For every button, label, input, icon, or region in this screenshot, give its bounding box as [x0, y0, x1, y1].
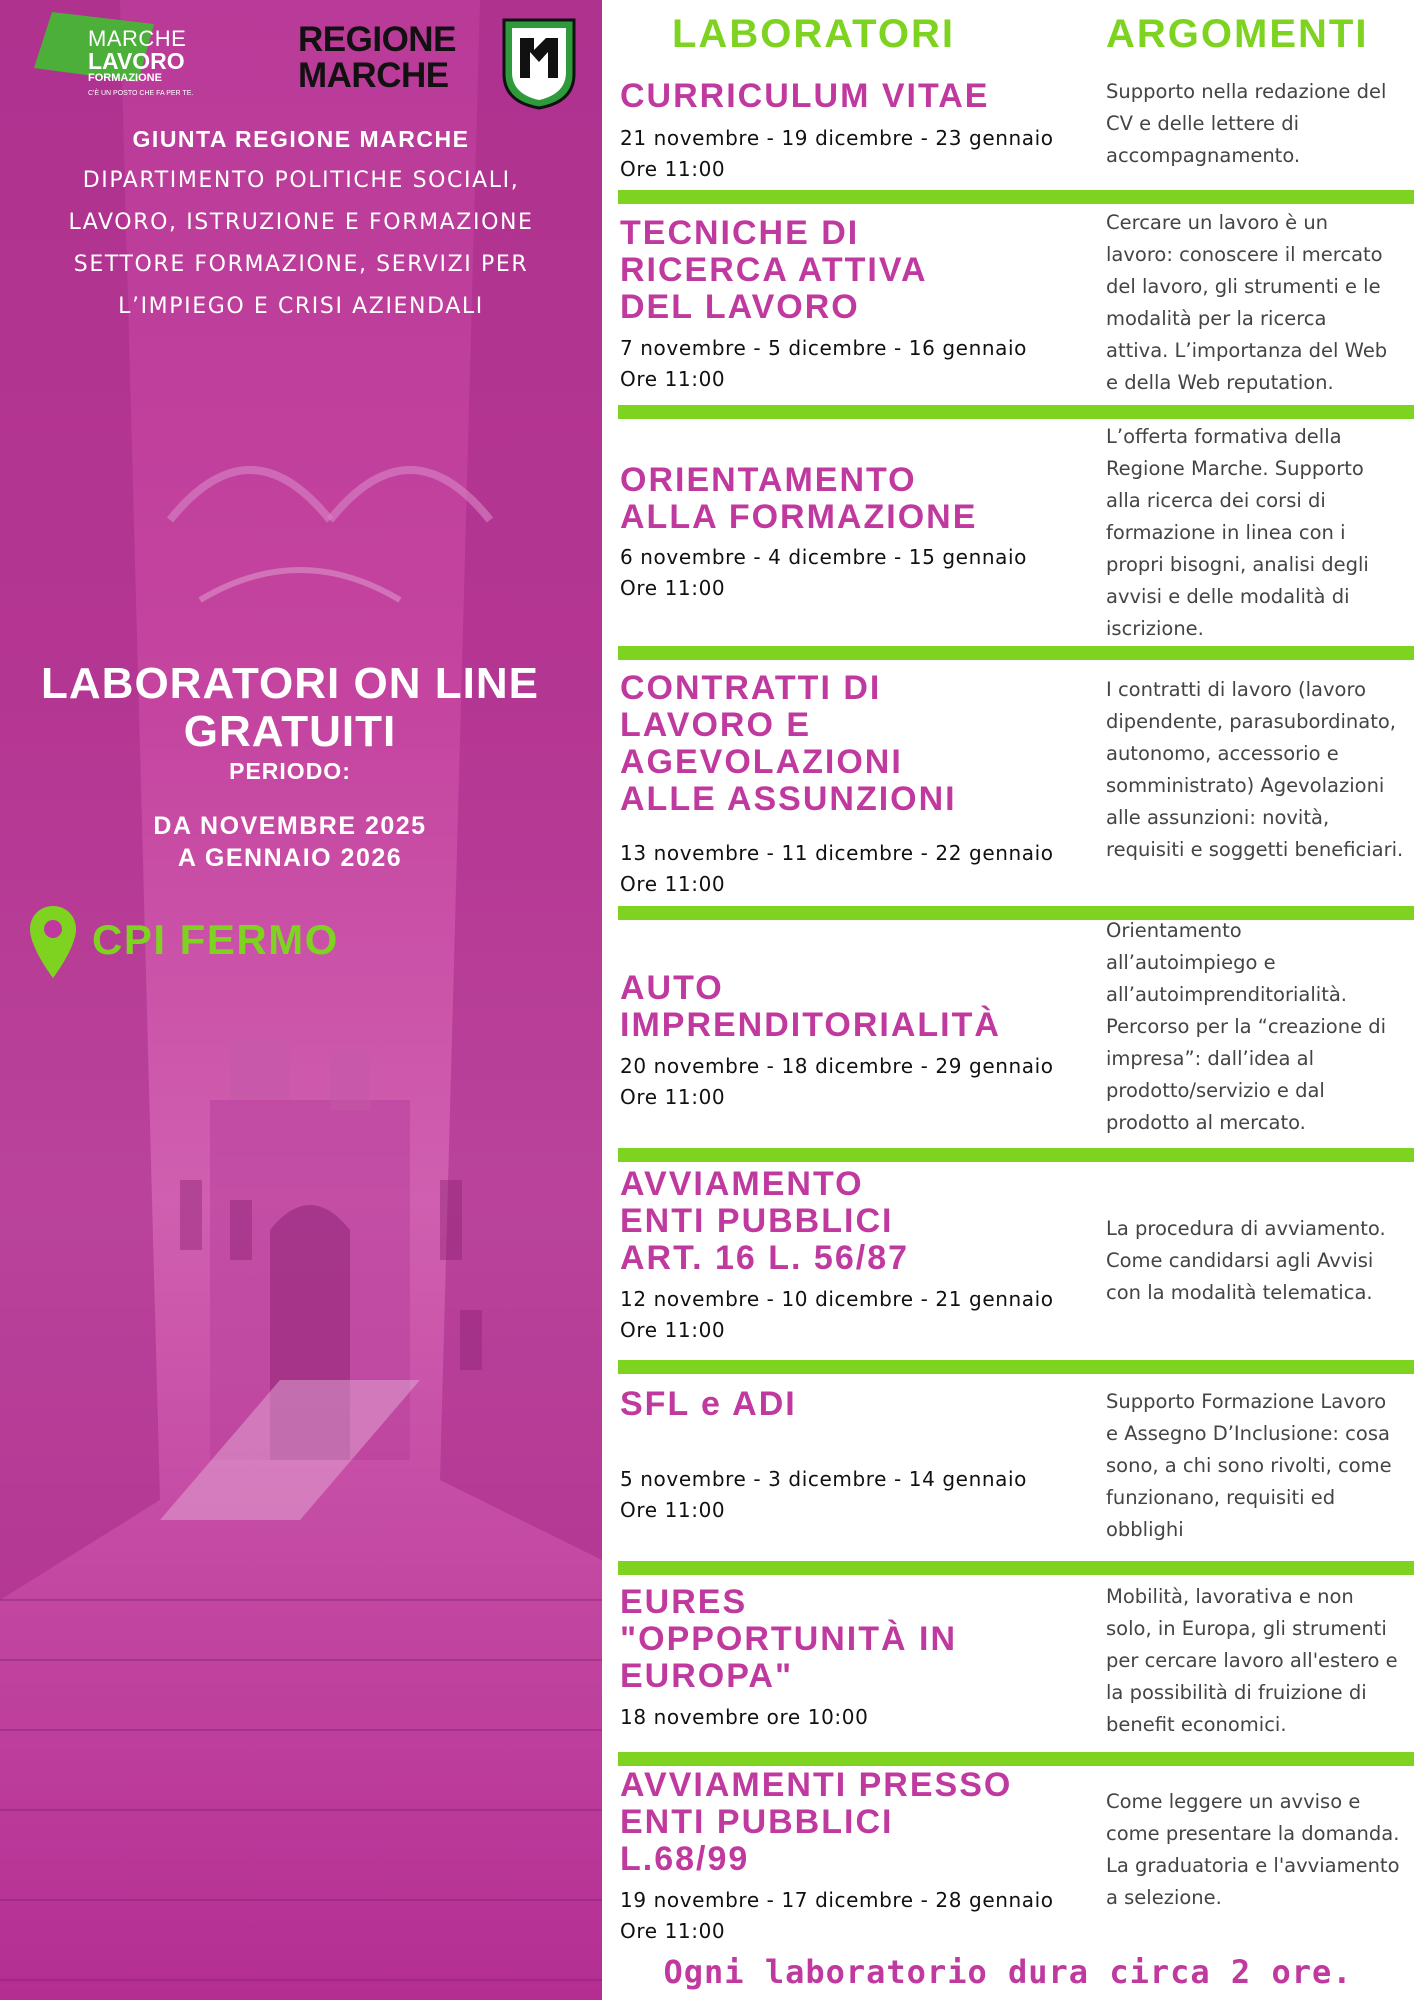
desc-line: del lavoro, gli strumenti e le [1106, 275, 1381, 298]
lab-title-line: "OPPORTUNITÀ IN [620, 1620, 958, 1658]
desc-line: autonomo, accessorio e [1106, 742, 1339, 765]
lab-time-line: Ore 11:00 [620, 1498, 726, 1522]
promo-line1: LABORATORI ON LINE [41, 659, 539, 708]
lab-title-line: TECNICHE DI [620, 214, 860, 252]
lab-title-line: CURRICULUM VITAE [620, 77, 990, 115]
lab-title [620, 215, 928, 326]
desc-line: Supporto Formazione Lavoro [1106, 1390, 1387, 1413]
desc-line: propri bisogni, analisi degli [1106, 553, 1369, 576]
lab-dates [620, 123, 1054, 185]
left-panel [0, 0, 602, 2000]
row-divider [618, 1752, 1414, 1766]
lab-description [1106, 1786, 1406, 1914]
location-block [30, 900, 430, 980]
lab-time-line: Ore 11:00 [620, 157, 726, 181]
lab-time-line: Ore 11:00 [620, 872, 726, 896]
promo-block [0, 660, 580, 874]
dept-line4: SETTORE FORMAZIONE, SERVIZI PER [73, 252, 529, 277]
lab-dates-line: 19 novembre - 17 dicembre - 28 gennaio [620, 1888, 1054, 1912]
lab-time-line: Ore 11:00 [620, 1919, 726, 1943]
lab-title-line: RICERCA ATTIVA [620, 251, 928, 289]
desc-line: avvisi e delle modalità di [1106, 585, 1350, 608]
lab-dates [620, 838, 1054, 900]
desc-line: prodotto/servizio e dal [1106, 1079, 1325, 1102]
desc-line: Supporto nella redazione del [1106, 80, 1387, 103]
lab-title [620, 670, 957, 818]
header-labs: LABORATORI [672, 12, 955, 56]
lab-title-line: ART. 16 L. 56/87 [620, 1239, 910, 1277]
department-heading [20, 118, 582, 328]
dept-line1: GIUNTA REGIONE MARCHE [132, 126, 470, 152]
desc-line: e Assegno D’Inclusione: cosa [1106, 1422, 1390, 1445]
lab-dates [620, 1702, 868, 1733]
lab-dates [620, 542, 1027, 604]
desc-line: la possibilità di fruizione di [1106, 1681, 1367, 1704]
desc-line: Mobilità, lavorativa e non [1106, 1585, 1354, 1608]
lab-dates-line: 20 novembre - 18 dicembre - 29 gennaio [620, 1054, 1054, 1078]
lab-description [1106, 1386, 1406, 1546]
header-topics: ARGOMENTI [1106, 12, 1369, 56]
lab-title-line: EURES [620, 1583, 748, 1621]
lab-dates [620, 333, 1027, 395]
desc-line: formazione in linea con i [1106, 521, 1346, 544]
desc-line: funzionano, requisiti ed [1106, 1486, 1336, 1509]
rm-line1: REGIONE [298, 20, 456, 59]
desc-line: La procedura di avviamento. [1106, 1217, 1386, 1240]
lab-title-line: ENTI PUBBLICI [620, 1202, 894, 1240]
desc-line: alle assunzioni: novità, [1106, 806, 1330, 829]
lab-title-line: L.68/99 [620, 1840, 750, 1878]
lab-title-line: IMPRENDITORIALITÀ [620, 1006, 1001, 1044]
desc-line: Come candidarsi agli Avvisi [1106, 1249, 1374, 1272]
desc-line: solo, in Europa, gli strumenti [1106, 1617, 1387, 1640]
marche-lavoro-formazione-logo [30, 10, 200, 105]
desc-line: come presentare la domanda. [1106, 1822, 1400, 1845]
lab-title-line: SFL e ADI [620, 1385, 797, 1423]
desc-line: all’autoimprenditorialità. [1106, 983, 1347, 1006]
desc-line: L’offerta formativa della [1106, 425, 1342, 448]
lab-title-line: AUTO [620, 969, 724, 1007]
lab-title [620, 1386, 797, 1423]
desc-line: Percorso per la “creazione di [1106, 1015, 1387, 1038]
lab-title-line: ALLA FORMAZIONE [620, 498, 978, 536]
desc-line: alla ricerca dei corsi di [1106, 489, 1326, 512]
lab-title [620, 1767, 1012, 1878]
desc-line: attiva. L’importanza del Web [1106, 339, 1388, 362]
mlf-line3: FORMAZIONE [88, 72, 162, 84]
lab-title [620, 462, 977, 536]
lab-dates-line: 6 novembre - 4 dicembre - 15 gennaio [620, 545, 1027, 569]
desc-line: Regione Marche. Supporto [1106, 457, 1364, 480]
lab-description [1106, 421, 1406, 645]
desc-line: Orientamento [1106, 919, 1242, 942]
row-divider [618, 405, 1414, 419]
desc-line: Come leggere un avviso e [1106, 1790, 1361, 1813]
promo-line2: GRATUITI [183, 707, 397, 756]
desc-line: dipendente, parasubordinato, [1106, 710, 1396, 733]
desc-line: all’autoimpiego e [1106, 951, 1276, 974]
lab-title [620, 78, 989, 115]
desc-line: benefit economici. [1106, 1713, 1287, 1736]
lab-description [1106, 1581, 1406, 1741]
desc-line: impresa”: dall’idea al [1106, 1047, 1315, 1070]
row-divider [618, 1561, 1414, 1575]
row-divider [618, 1148, 1414, 1162]
lab-title-line: LAVORO E [620, 706, 812, 744]
row-divider [618, 190, 1414, 204]
desc-line: La graduatoria e l'avviamento [1106, 1854, 1400, 1877]
desc-line: sono, a chi sono rivolti, come [1106, 1454, 1392, 1477]
dept-line5: L’IMPIEGO E CRISI AZIENDALI [118, 294, 484, 319]
promo-period-label: PERIODO: [229, 758, 351, 784]
mlf-line1: MARCHE [88, 26, 187, 51]
desc-line: con la modalità telematica. [1106, 1281, 1373, 1304]
lab-title-line: ENTI PUBBLICI [620, 1803, 894, 1841]
location-label: CPI FERMO [92, 916, 339, 963]
desc-line: iscrizione. [1106, 617, 1204, 640]
duration-note: Ogni laboratorio dura circa 2 ore. [663, 1953, 1353, 1991]
regione-marche-emblem-icon [500, 16, 578, 110]
lab-title [620, 1584, 957, 1695]
mlf-tagline: C'È UN POSTO CHE FA PER TE. [88, 90, 194, 97]
desc-line: somministrato) Agevolazioni [1106, 774, 1385, 797]
desc-line: accompagnamento. [1106, 144, 1301, 167]
regione-marche-logo [298, 14, 578, 114]
lab-title-line: DEL LAVORO [620, 288, 860, 326]
desc-line: e della Web reputation. [1106, 371, 1334, 394]
lab-title-line: ALLE ASSUNZIONI [620, 780, 957, 818]
lab-dates-line: 7 novembre - 5 dicembre - 16 gennaio [620, 336, 1027, 360]
lab-dates [620, 1051, 1054, 1113]
lab-dates-line: 18 novembre ore 10:00 [620, 1705, 869, 1729]
promo-period-to: A GENNAIO 2026 [177, 844, 403, 872]
lab-time-line: Ore 11:00 [620, 576, 726, 600]
desc-line: obblighi [1106, 1518, 1184, 1541]
lab-dates-line: 13 novembre - 11 dicembre - 22 gennaio [620, 841, 1054, 865]
logos-row [30, 10, 570, 110]
lab-title [620, 970, 1001, 1044]
lab-title-line: AVVIAMENTO [620, 1165, 864, 1203]
desc-line: CV e delle lettere di [1106, 112, 1300, 135]
desc-line: Cercare un lavoro è un [1106, 211, 1329, 234]
desc-line: modalità per la ricerca [1106, 307, 1327, 330]
lab-dates [620, 1885, 1054, 1947]
lab-dates-line: 5 novembre - 3 dicembre - 14 gennaio [620, 1467, 1027, 1491]
map-pin-icon [30, 906, 76, 978]
desc-line: lavoro: conoscere il mercato [1106, 243, 1383, 266]
row-divider [618, 646, 1414, 660]
lab-time-line: Ore 11:00 [620, 1318, 726, 1342]
lab-title [620, 1166, 909, 1277]
lab-title-line: AGEVOLAZIONI [620, 743, 903, 781]
lab-time-line: Ore 11:00 [620, 1085, 726, 1109]
lab-title-line: CONTRATTI DI [620, 669, 882, 707]
mlf-line2: LAVORO [88, 48, 185, 74]
lab-title-line: ORIENTAMENTO [620, 461, 917, 499]
row-divider [618, 1360, 1414, 1374]
desc-line: per cercare lavoro all'estero e [1106, 1649, 1398, 1672]
rm-line2: MARCHE [298, 56, 449, 95]
desc-line: requisiti e soggetti beneficiari. [1106, 838, 1404, 861]
lab-description [1106, 915, 1406, 1139]
lab-description [1106, 207, 1406, 399]
lab-dates-line: 12 novembre - 10 dicembre - 21 gennaio [620, 1287, 1054, 1311]
lab-dates [620, 1464, 1027, 1526]
desc-line: I contratti di lavoro (lavoro [1106, 678, 1366, 701]
lab-title-line: EUROPA" [620, 1657, 794, 1695]
lab-dates [620, 1284, 1054, 1346]
lab-description [1106, 1213, 1406, 1309]
lab-title-line: AVVIAMENTI PRESSO [620, 1766, 1013, 1804]
promo-period-from: DA NOVEMBRE 2025 [153, 812, 427, 840]
lab-time-line: Ore 11:00 [620, 367, 726, 391]
lab-description [1106, 76, 1406, 172]
lab-description [1106, 674, 1406, 866]
desc-line: a selezione. [1106, 1886, 1222, 1909]
right-panel [602, 0, 1414, 2000]
desc-line: prodotto al mercato. [1106, 1111, 1306, 1134]
lab-dates-line: 21 novembre - 19 dicembre - 23 gennaio [620, 126, 1054, 150]
dept-line3: LAVORO, ISTRUZIONE E FORMAZIONE [68, 210, 534, 235]
dept-line2: DIPARTIMENTO POLITICHE SOCIALI, [82, 168, 520, 193]
